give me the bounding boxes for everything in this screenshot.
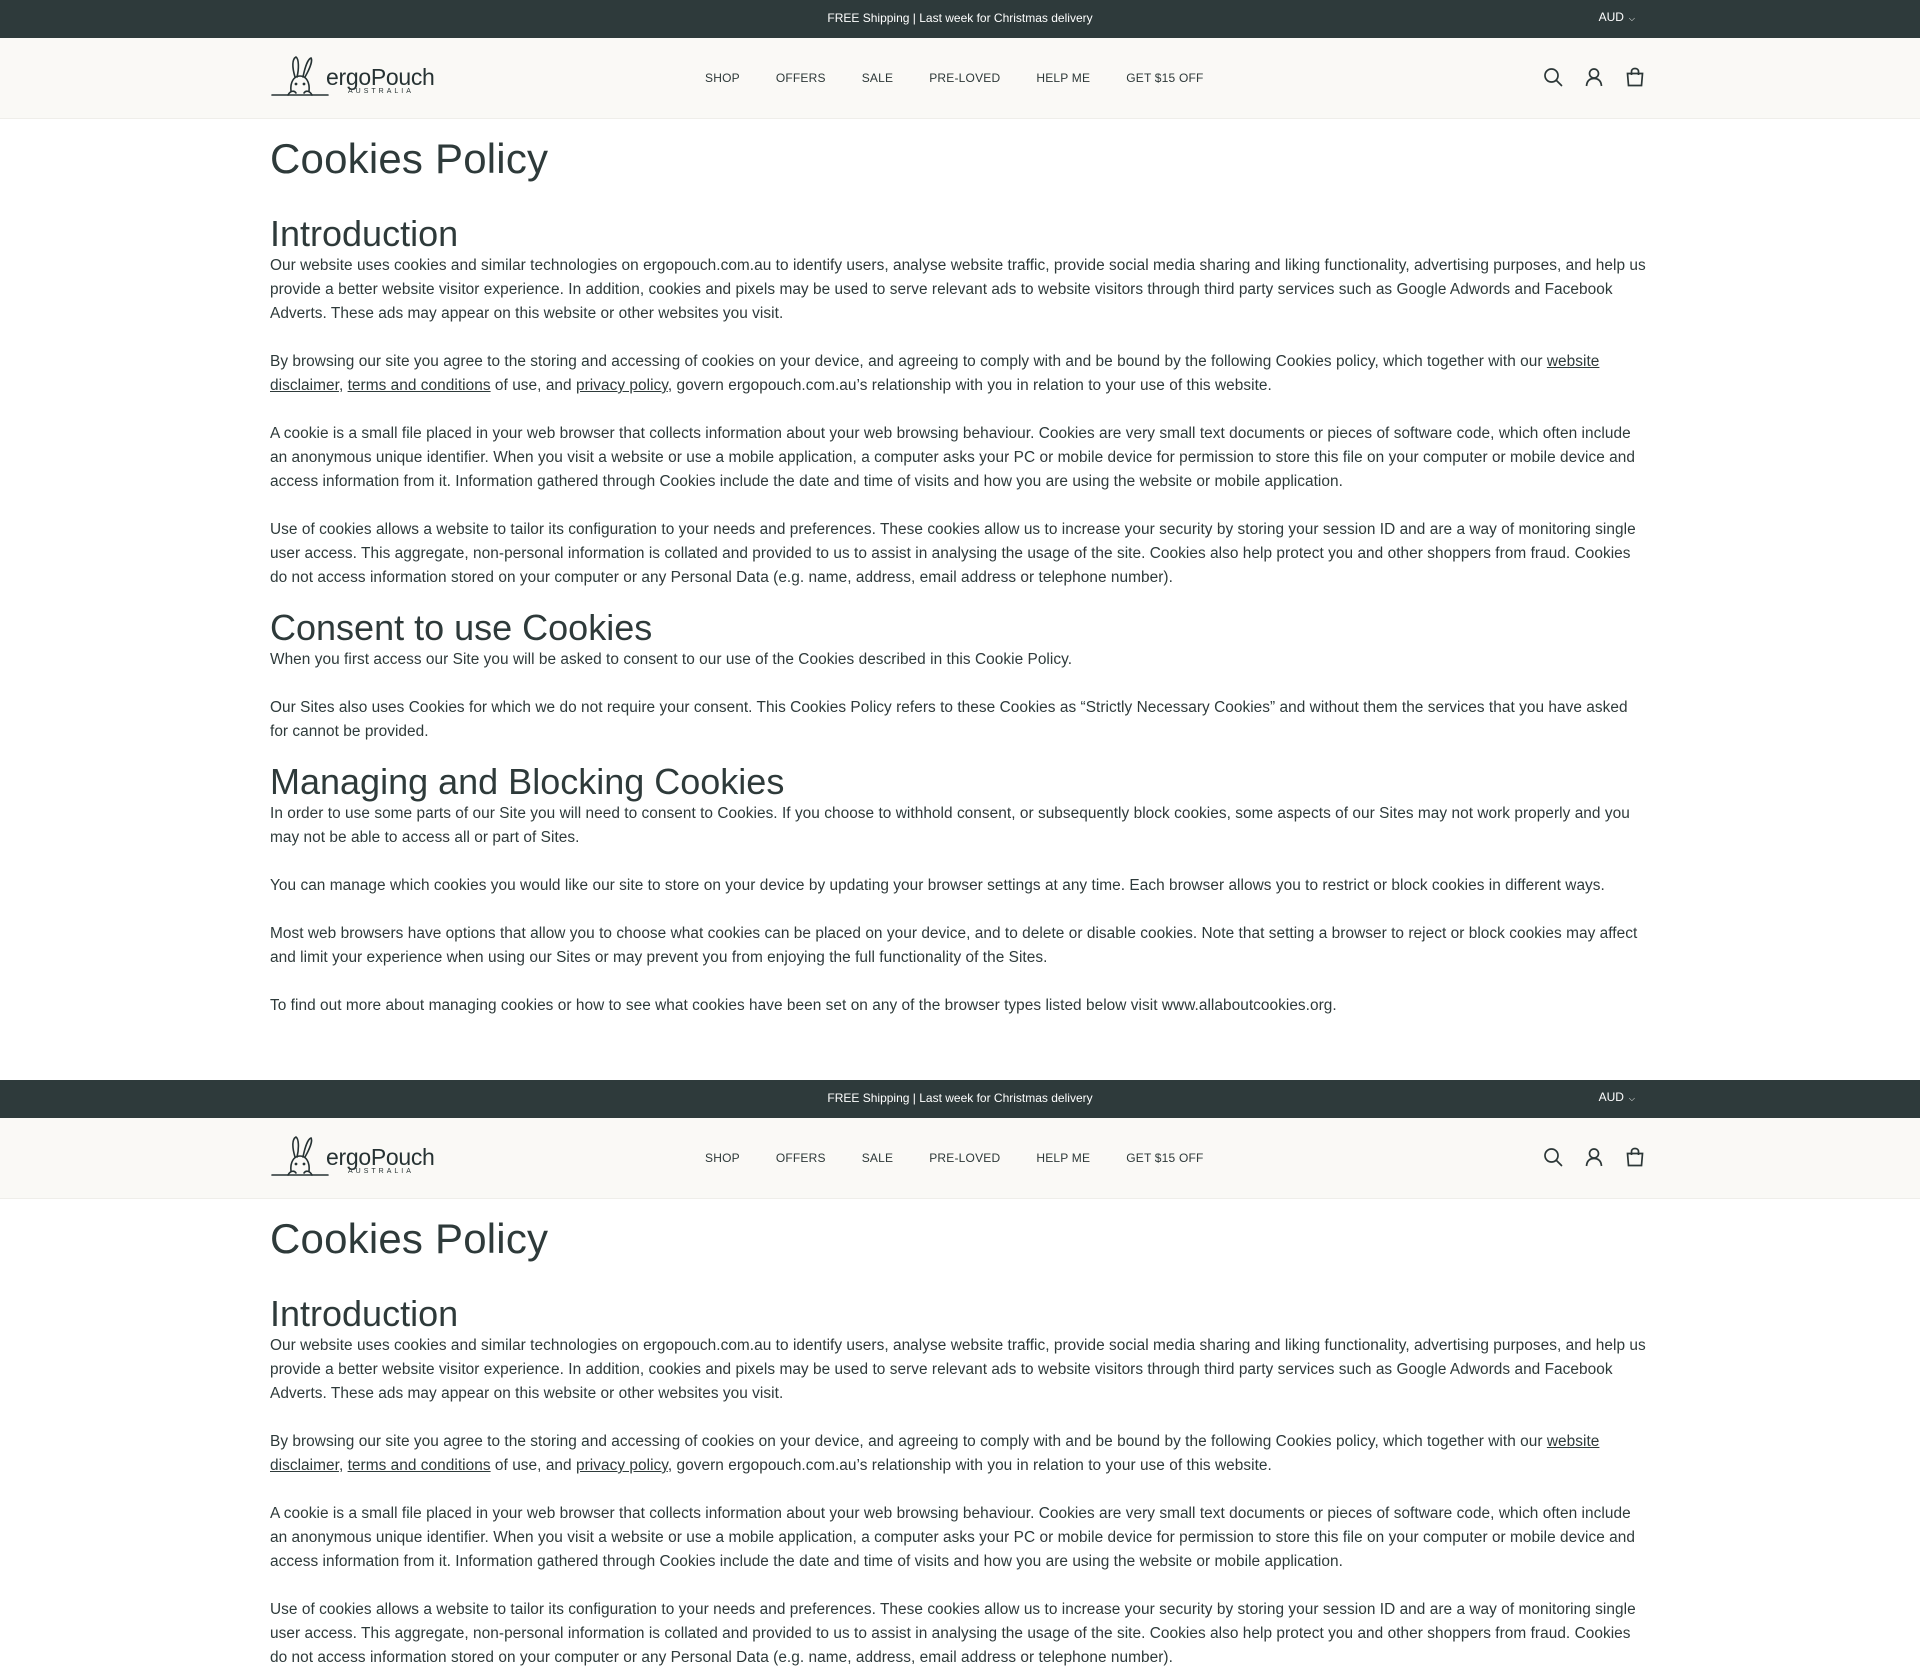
comma-text: , <box>338 1457 348 1474</box>
page-title: Cookies Policy <box>270 135 549 182</box>
section-heading-managing: Managing and Blocking Cookies <box>270 761 785 802</box>
account-icon[interactable] <box>1583 66 1605 88</box>
intro-paragraph-1: Our website uses cookies and similar technologies on ergopouch.com.au to identify users, analyse website traffic, provide social media sharing and liking functionality, advertising purposes, and help us provide a better website visitor experience. In addition, cookies and pixels may be used to serve relevant ads to website visitors through third party services such as Google Adwords and Facebook Adverts. These ads may appear on this website or other websites you visit. <box>270 1337 1646 1402</box>
managing-paragraph-2: You can manage which cookies you would like our site to store on your device by updating your browser settings at any time. Each browser allows you to restrict or block cookies in different ways. <box>270 877 1605 894</box>
nav-item-get-15-off[interactable]: GET $15 OFF <box>1126 1151 1204 1165</box>
intro-paragraph-2 <box>270 350 1650 398</box>
section-heading-consent: Consent to use Cookies <box>270 607 653 648</box>
page-title: Cookies Policy <box>270 1215 549 1262</box>
chevron-down-icon: ⌵ <box>1628 1094 1635 1103</box>
section-heading-introduction: Introduction <box>270 1293 459 1334</box>
cart-icon[interactable] <box>1624 1146 1646 1168</box>
nav-item-shop[interactable]: SHOP <box>705 1151 740 1165</box>
intro-paragraph-3: A cookie is a small file placed in your web browser that collects information about your web browsing behaviour. Cookies are very small text documents or pieces of software code, which often include an anonymous unique identifier. When you visit a website or use a mobile application, a computer asks your PC or mobile device for permission to store this file on your computer or mobile device and access information from it. Information gathered through Cookies include the date and time of visits and how you are using the website or mobile application. <box>270 1505 1635 1570</box>
consent-paragraph-1: When you first access our Site you will be asked to consent to our use of the Cookies described in this Cookie Policy. <box>270 651 1073 668</box>
website-disclaimer-link[interactable]: website disclaimer <box>270 353 1600 394</box>
logo-subtitle: AUSTRALIA <box>348 1168 414 1175</box>
header-icons <box>1542 66 1646 88</box>
privacy-policy-link[interactable]: privacy policy <box>575 377 668 394</box>
intro-paragraph-2-text-b: of use, and <box>490 1457 576 1474</box>
intro-paragraph-2-text-c: , govern ergopouch.com.au’s relationship with you in relation to your use of this website. <box>667 1457 1272 1474</box>
managing-paragraph-1: In order to use some parts of our Site you will need to consent to Cookies. If you choose to withhold consent, or subsequently block cookies, some aspects of our Sites may not work properly and you may not be able to access all or part of Sites. <box>270 805 1630 846</box>
brand-logo[interactable] <box>270 1135 435 1181</box>
policy-content <box>270 118 1650 1018</box>
managing-paragraph-3: Most web browsers have options that allow you to choose what cookies can be placed on your device, and to delete or disable cookies. Note that setting a browser to reject or block cookies may affect and limit your experience when using our Sites or may prevent you from enjoying the full functionality of the Sites. <box>270 925 1638 966</box>
currency-label: AUD <box>1598 10 1624 24</box>
privacy-policy-link[interactable]: privacy policy <box>575 1457 668 1474</box>
chevron-down-icon: ⌵ <box>1628 14 1635 23</box>
search-icon[interactable] <box>1542 1146 1564 1168</box>
nav-item-pre-loved[interactable]: PRE-LOVED <box>929 71 1001 85</box>
announcement-bar <box>0 1080 1920 1118</box>
search-icon[interactable] <box>1542 66 1564 88</box>
nav-item-offers[interactable]: OFFERS <box>775 71 826 85</box>
intro-paragraph-3: A cookie is a small file placed in your web browser that collects information about your web browsing behaviour. Cookies are very small text documents or pieces of software code, which often include an anonymous unique identifier. When you visit a website or use a mobile application, a computer asks your PC or mobile device for permission to store this file on your computer or mobile device and access information from it. Information gathered through Cookies include the date and time of visits and how you are using the website or mobile application. <box>270 425 1635 490</box>
intro-paragraph-2-text-a: By browsing our site you agree to the storing and accessing of cookies on your device, and agreeing to comply with and be bound by the following Cookies policy, which together with our <box>270 1433 1547 1450</box>
bunny-logo-icon <box>270 1135 330 1181</box>
intro-paragraph-4: Use of cookies allows a website to tailor its configuration to your needs and preferences. These cookies allow us to increase your security by storing your session ID and are a way of monitoring single user access. This aggregate, non-personal information is collated and provided to us to assist in analysing the usage of the site. Cookies also help protect you and other shoppers from fraud. Cookies do not access information stored on your computer or any Personal Data (e.g. name, address, email address or telephone number). <box>270 521 1636 586</box>
header-nav <box>0 38 1920 119</box>
intro-paragraph-2-text-b: of use, and <box>490 377 576 394</box>
nav-item-pre-loved[interactable]: PRE-LOVED <box>929 1151 1001 1165</box>
policy-content <box>270 1198 1650 1670</box>
intro-paragraph-1: Our website uses cookies and similar technologies on ergopouch.com.au to identify users, analyse website traffic, provide social media sharing and liking functionality, advertising purposes, and help us provide a better website visitor experience. In addition, cookies and pixels may be used to serve relevant ads to website visitors through third party services such as Google Adwords and Facebook Adverts. These ads may appear on this website or other websites you visit. <box>270 257 1646 322</box>
intro-paragraph-4: Use of cookies allows a website to tailor its configuration to your needs and preferences. These cookies allow us to increase your security by storing your session ID and are a way of monitoring single user access. This aggregate, non-personal information is collated and provided to us to assist in analysing the usage of the site. Cookies also help protect you and other shoppers from fraud. Cookies do not access information stored on your computer or any Personal Data (e.g. name, address, email address or telephone number). <box>270 1601 1636 1666</box>
nav-item-help-me[interactable]: HELP ME <box>1036 71 1091 85</box>
comma-text: , <box>338 377 348 394</box>
intro-paragraph-2-text-c: , govern ergopouch.com.au’s relationship with you in relation to your use of this website. <box>667 377 1272 394</box>
nav-item-sale[interactable]: SALE <box>861 1151 894 1165</box>
nav-item-help-me[interactable]: HELP ME <box>1036 1151 1091 1165</box>
bunny-logo-icon <box>270 55 330 101</box>
logo-wordmark: ergoPouch <box>326 64 435 90</box>
currency-selector[interactable] <box>1599 0 1635 35</box>
nav-item-shop[interactable]: SHOP <box>705 71 740 85</box>
header-nav <box>0 1118 1920 1199</box>
terms-and-conditions-link[interactable]: terms and conditions <box>347 377 491 394</box>
managing-paragraph-4: To find out more about managing cookies or how to see what cookies have been set on any of the browser types listed below visit www.allaboutcookies.org. <box>270 997 1337 1014</box>
website-disclaimer-link[interactable]: website disclaimer <box>270 1433 1600 1474</box>
consent-paragraph-2: Our Sites also uses Cookies for which we do not require your consent. This Cookies Policy refers to these Cookies as “Strictly Necessary Cookies” and without them the services that you have asked for cannot be provided. <box>270 699 1628 740</box>
section-heading-introduction: Introduction <box>270 213 459 254</box>
logo-wordmark: ergoPouch <box>326 1144 435 1170</box>
announcement-text: FREE Shipping | Last week for Christmas delivery <box>827 11 1093 25</box>
main-navigation <box>705 1118 1240 1198</box>
nav-item-sale[interactable]: SALE <box>861 71 894 85</box>
nav-item-get-15-off[interactable]: GET $15 OFF <box>1126 71 1204 85</box>
cart-icon[interactable] <box>1624 66 1646 88</box>
main-navigation <box>705 38 1240 118</box>
terms-and-conditions-link[interactable]: terms and conditions <box>347 1457 491 1474</box>
announcement-text: FREE Shipping | Last week for Christmas delivery <box>827 1091 1093 1105</box>
brand-logo[interactable] <box>270 55 435 101</box>
intro-paragraph-2 <box>270 1430 1650 1478</box>
nav-item-offers[interactable]: OFFERS <box>775 1151 826 1165</box>
intro-paragraph-2-text-a: By browsing our site you agree to the storing and accessing of cookies on your device, and agreeing to comply with and be bound by the following Cookies policy, which together with our <box>270 353 1547 370</box>
currency-selector[interactable] <box>1599 1080 1635 1115</box>
account-icon[interactable] <box>1583 1146 1605 1168</box>
header-icons <box>1542 1146 1646 1168</box>
logo-subtitle: AUSTRALIA <box>348 88 414 95</box>
currency-label: AUD <box>1598 1090 1624 1104</box>
announcement-bar <box>0 0 1920 38</box>
viewport-frame-2 <box>0 1080 1920 1666</box>
